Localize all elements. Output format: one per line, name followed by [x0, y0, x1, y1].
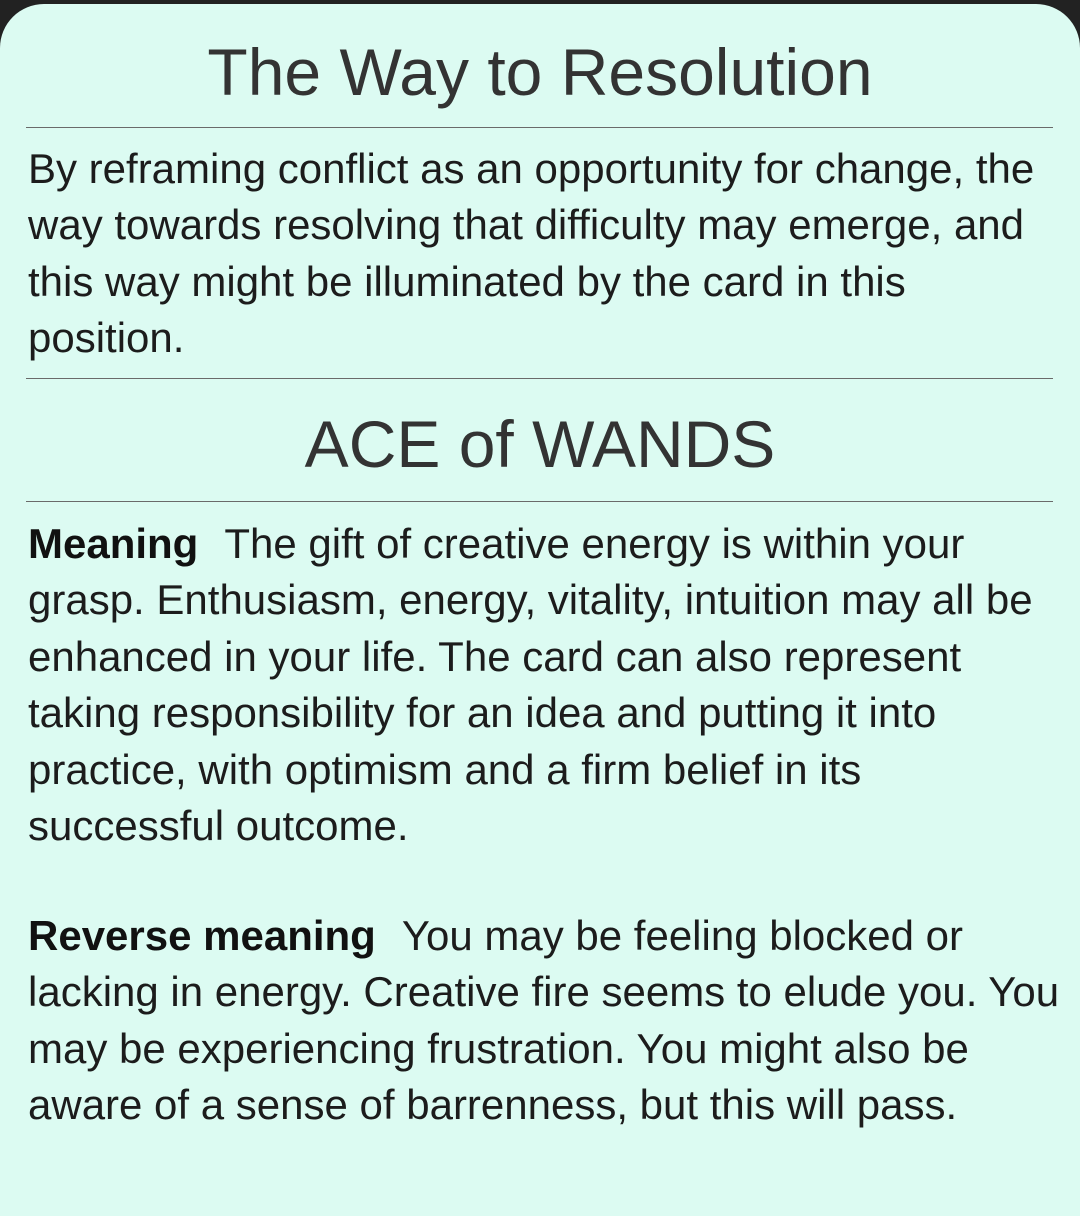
meaning-section — [28, 516, 1033, 854]
reading-card — [0, 4, 1080, 1216]
meaning-text: The gift of creative energy is within your grasp. Enthusiasm, energy, vitality, intuition may all be enhanced in your life. The card can also represent taking responsibility for an idea and putting it into practice, with optimism and a firm belief in its successful outcome. — [28, 520, 1033, 850]
reverse-meaning-text: You may be feeling blocked or lacking in energy. Creative fire seems to elude you. You may be experiencing frustration. You might also be aware of a sense of barrenness, but this will pass. — [28, 912, 1060, 1129]
divider — [26, 378, 1053, 379]
divider — [26, 127, 1053, 128]
reverse-meaning-section — [28, 908, 1068, 1134]
reverse-meaning-label: Reverse meaning — [28, 912, 376, 959]
meaning-label: Meaning — [28, 520, 199, 567]
divider — [26, 501, 1053, 502]
position-description: By reframing conflict as an opportunity for change, the way towards resolving that difficulty may emerge, and this way might be illuminated by the card in this position. — [28, 145, 1035, 362]
card-name: ACE of WANDS — [304, 407, 776, 481]
position-title: The Way to Resolution — [207, 35, 873, 109]
